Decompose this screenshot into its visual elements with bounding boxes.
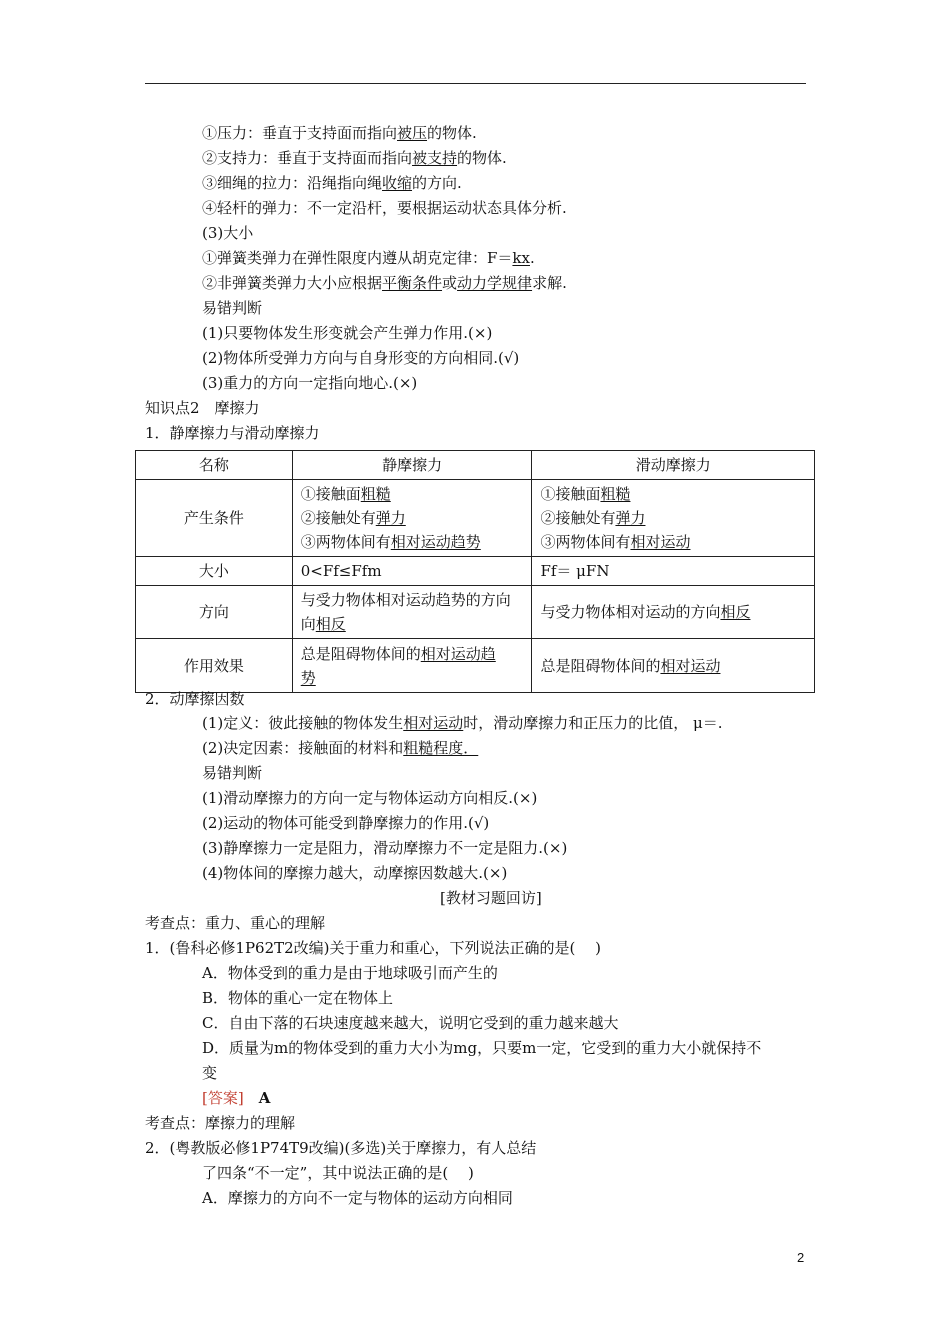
header-static: 静摩擦力 — [292, 451, 532, 480]
header-rule — [145, 83, 806, 84]
row-label-conditions: 产生条件 — [136, 480, 293, 557]
question-1-option-a: A．物体受到的重力是由于地球吸引而产生的 — [202, 964, 498, 982]
judge2-item-3: (3)静摩擦力一定是阻力，滑动摩擦力不一定是阻力.(×) — [202, 839, 568, 857]
header-sliding: 滑动摩擦力 — [532, 451, 815, 480]
spring-law-line: ①弹簧类弹力在弹性限度内遵从胡克定律：F＝kx. — [202, 249, 535, 267]
friction-comparison-table — [135, 450, 815, 693]
row-label-magnitude: 大小 — [136, 557, 293, 586]
direction-line-3: ③细绳的拉力：沿绳指向绳收缩的方向. — [202, 174, 462, 192]
table-header-row — [136, 451, 815, 480]
judge2-item-1: (1)滑动摩擦力的方向一定与物体运动方向相反.(×) — [202, 789, 538, 807]
review-title: [教材习题回访] — [440, 889, 542, 907]
answer-value: A — [258, 1089, 271, 1107]
section-1-title: 1．静摩擦力与滑动摩擦力 — [145, 424, 320, 442]
knowledge-point-2: 知识点2 摩擦力 — [145, 399, 260, 417]
judge1-title: 易错判断 — [202, 299, 263, 317]
row-label-effect: 作用效果 — [136, 639, 293, 693]
header-name: 名称 — [136, 451, 293, 480]
question-1-stem: 1．(鲁科必修1P62T2改编)关于重力和重心，下列说法正确的是( ) — [145, 939, 601, 957]
static-magnitude: 0<Ff≤Ffm — [292, 557, 532, 586]
exam-point-1: 考查点：重力、重心的理解 — [145, 914, 326, 932]
factor-line: (2)决定因素：接触面的材料和粗糙程度． — [202, 739, 479, 757]
question-1-option-b: B．物体的重心一定在物体上 — [202, 989, 394, 1007]
static-effect: 总是阻碍物体间的相对运动趋 势 — [292, 639, 532, 693]
question-2-option-a: A．摩擦力的方向不一定与物体的运动方向相同 — [202, 1189, 513, 1207]
table-row-magnitude — [136, 557, 815, 586]
judge2-item-4: (4)物体间的摩擦力越大，动摩擦因数越大.(×) — [202, 864, 508, 882]
answer-line — [202, 1088, 270, 1108]
sliding-effect: 总是阻碍物体间的相对运动 — [532, 639, 815, 693]
question-1-option-d: D．质量为m的物体受到的重力大小为mg，只要m一定，它受到的重力大小就保持不 — [202, 1039, 762, 1057]
question-1-option-c: C．自由下落的石块速度越来越大，说明它受到的重力越来越大 — [202, 1014, 619, 1032]
section-2-title: 2．动摩擦因数 — [145, 690, 245, 708]
direction-line-1: ①压力：垂直于支持面而指向被压的物体. — [202, 124, 477, 142]
answer-label: [答案] — [202, 1089, 244, 1107]
exam-point-2: 考查点：摩擦力的理解 — [145, 1114, 296, 1132]
judge2-title: 易错判断 — [202, 764, 263, 782]
table-row-effect — [136, 639, 815, 693]
judge1-item-2: (2)物体所受弹力方向与自身形变的方向相同.(√) — [202, 349, 520, 367]
size-heading: (3)大小 — [202, 224, 254, 242]
sliding-magnitude: Ff＝ μFN — [532, 557, 815, 586]
nonspring-line: ②非弹簧类弹力大小应根据平衡条件或动力学规律求解. — [202, 274, 567, 292]
table-row-conditions — [136, 480, 815, 557]
definition-line: (1)定义：彼此接触的物体发生相对运动时，滑动摩擦力和正压力的比值， μ＝. — [202, 714, 723, 732]
static-conditions: ①接触面粗糙 ②接触处有弹力 ③两物体间有相对运动趋势 — [292, 480, 532, 557]
direction-line-4: ④轻杆的弹力：不一定沿杆，要根据运动状态具体分析. — [202, 199, 567, 217]
sliding-conditions: ①接触面粗糙 ②接触处有弹力 ③两物体间有相对运动 — [532, 480, 815, 557]
sliding-direction: 与受力物体相对运动的方向相反 — [532, 586, 815, 639]
judge2-item-2: (2)运动的物体可能受到静摩擦力的作用.(√) — [202, 814, 490, 832]
page-number: 2 — [797, 1250, 805, 1265]
judge1-item-1: (1)只要物体发生形变就会产生弹力作用.(×) — [202, 324, 493, 342]
row-label-direction: 方向 — [136, 586, 293, 639]
judge1-item-3: (3)重力的方向一定指向地心.(×) — [202, 374, 418, 392]
question-2-stem: 2．(粤教版必修1P74T9改编)(多选)关于摩擦力，有人总结 — [145, 1139, 537, 1157]
static-direction: 与受力物体相对运动趋势的方向 向相反 — [292, 586, 532, 639]
table-row-direction — [136, 586, 815, 639]
question-1-option-d-wrap: 变 — [202, 1064, 218, 1082]
question-2-stem-wrap: 了四条“不一定”，其中说法正确的是( ) — [202, 1164, 474, 1182]
direction-line-2: ②支持力：垂直于支持面而指向被支持的物体. — [202, 149, 507, 167]
